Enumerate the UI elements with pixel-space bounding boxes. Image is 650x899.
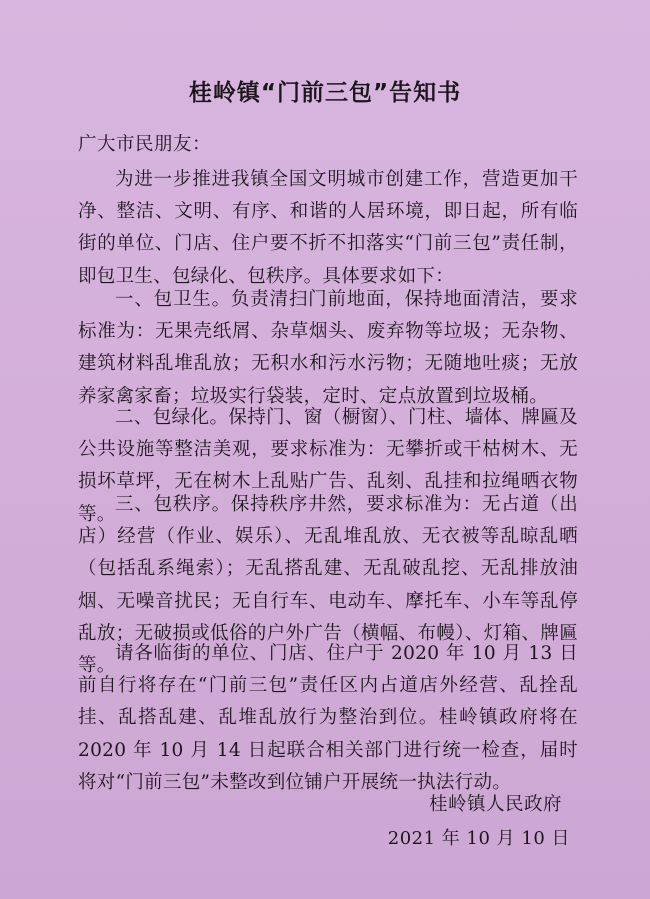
sanitation-paragraph: 一、包卫生。负责清扫门前地面，保持地面清洁，要求标准为：无果壳纸屑、杂草烟头、废弃物等垃圾；无杂物、建筑材料乱堆乱放；无积水和污水污物；无随地吐痰；无放养家禽家畜；垃圾实行袋装，定时、定点放置到垃圾桶。 bbox=[78, 289, 578, 407]
signature-organization: 桂岭镇人民政府 bbox=[428, 794, 562, 815]
intro-paragraph: 为进一步推进我镇全国文明城市创建工作，营造更加干净、整洁、文明、有序、和谐的人居环境，即日起，所有临街的单位、门店、住户要不折不扣落实“门前三包”责任制，即包卫生、包绿化、包秩序。具体要求如下： bbox=[78, 169, 578, 287]
order-paragraph: 三、包秩序。保持秩序井然，要求标准为：无占道（出店）经营（作业、娱乐）、无乱堆乱放、无衣被等乱晾乱晒（包括乱系绳索）；无乱搭乱建、无乱破乱挖、无乱排放油烟、无噪音扰民；无自行车、电动车、摩托车、小车等乱停乱放；无破损或低俗的户外广告（横幅、布幔）、灯箱、牌匾等。 bbox=[78, 494, 578, 677]
signature-date: 2021 年 10 月 10 日 bbox=[387, 828, 570, 849]
deadline-paragraph: 请各临街的单位、门店、住户于 2020 年 10 月 13 日前自行将存在“门前三包”责任区内占道店外经营、乱拴乱挂、乱搭乱建、乱堆乱放行为整治到位。桂岭镇政府将在 2020 年 10 月 14 日起联合相关部门进行统一检查，届时将对“门前三包”未整改到位铺户开展统一执法行动。 bbox=[78, 643, 578, 793]
greeting: 广大市民朋友： bbox=[78, 134, 212, 155]
document-title: 桂岭镇“门前三包”告知书 bbox=[188, 80, 462, 106]
greening-paragraph: 二、包绿化。保持门、窗（橱窗）、门柱、墙体、牌匾及公共设施等整洁美观，要求标准为：无攀折或干枯树木、无损坏草坪，无在树木上乱贴广告、乱刻、乱挂和拉绳晒衣物等。 bbox=[78, 407, 578, 525]
